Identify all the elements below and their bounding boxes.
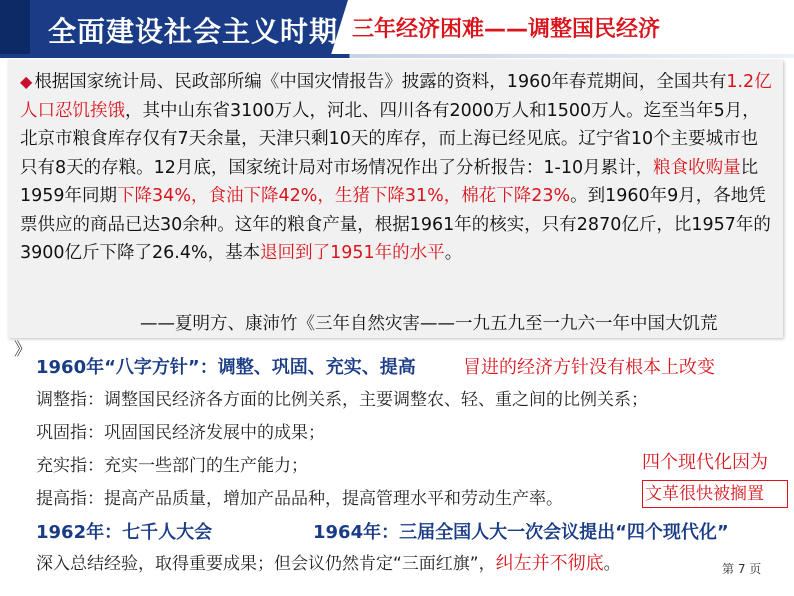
quote-highlight: 1.2亿人口忍饥挨饿 [20, 72, 772, 121]
event-1964: 1964年：三届全国人大一次会议提出“四个现代化” [313, 522, 729, 543]
header-underline [0, 54, 794, 58]
policy-line-enrich: 充实指：充实一些部门的生产能力； [36, 456, 308, 476]
modernization-note-box: 文革很快被搁置 [642, 480, 788, 508]
policy-comment: 冒进的经济方针没有根本上改变 [463, 357, 715, 378]
page-subtitle: 三年经济困难——调整国民经济 [352, 17, 661, 42]
modernization-note: 四个现代化因为 [642, 452, 768, 473]
quote-text-segment: 比1959年同期 [20, 157, 759, 206]
quote-text-segment: 。 [444, 243, 463, 263]
header-accent-block [0, 0, 30, 56]
policy-line-adjust: 调整指：调整国民经济各方面的比例关系，主要调整农、轻、重之间的比例关系； [36, 390, 648, 410]
quote-text-segment: ，其中山东省3100万人，河北、四川各有2000万人和1500万人。迄至当年5月，北京市粮食库存仅有7天余量，天津只剩10天的库存，而上海已经见底。辽宁省10个主要城市也只有8天的存粮。12月底，国家统计局对市场情况作出了分析报告：1-10月累计， [20, 100, 760, 178]
policy-line-consolidate: 巩固指：巩固国民经济发展中的成果； [36, 423, 325, 443]
diamond-bullet-icon: ◆ [20, 72, 33, 91]
quote-highlight: 下降34%，食油下降42%，生猪下降31%，棉花下降23% [117, 186, 571, 206]
quote-text-segment: 。到1960年9月，各地凭票供应的商品已达30余种。这年的粮食产量，根据1961年的核实，只有2870亿斤，比1957年的3900亿斤下降了26.4%，基本 [20, 186, 771, 263]
page-title: 全面建设社会主义时期 [48, 15, 339, 48]
quote-text-segment: 根据国家统计局、民政部所编《中国灾情报告》披露的资料，1960年春荒期间，全国共有 [34, 72, 727, 92]
quote-attribution-end: 》 [14, 340, 32, 360]
policy-heading: 1960年“八字方针”：调整、巩固、充实、提高 [36, 357, 416, 378]
quote-highlight: 退回到了1951年的水平 [260, 243, 445, 263]
event-1962: 1962年：七千人大会 [36, 522, 213, 543]
quote-highlight: 粮食收购量 [653, 157, 741, 178]
event-summary-highlight: 纠左并不彻底 [495, 553, 604, 574]
quote-paragraph [20, 68, 772, 268]
quote-attribution: ——夏明方、康沛竹《三年自然灾害——一九五九至一九六一年中国大饥荒 [140, 314, 718, 334]
event-summary [36, 549, 621, 575]
event-summary-end: 。 [603, 554, 621, 574]
policy-line-improve: 提高指：提高产品质量，增加产品品种，提高管理水平和劳动生产率。 [36, 489, 563, 509]
page-number: 第 7 页 [722, 562, 762, 576]
event-summary-text: 深入总结经验，取得重要成果；但会议仍然肯定“三面红旗”， [36, 554, 496, 574]
